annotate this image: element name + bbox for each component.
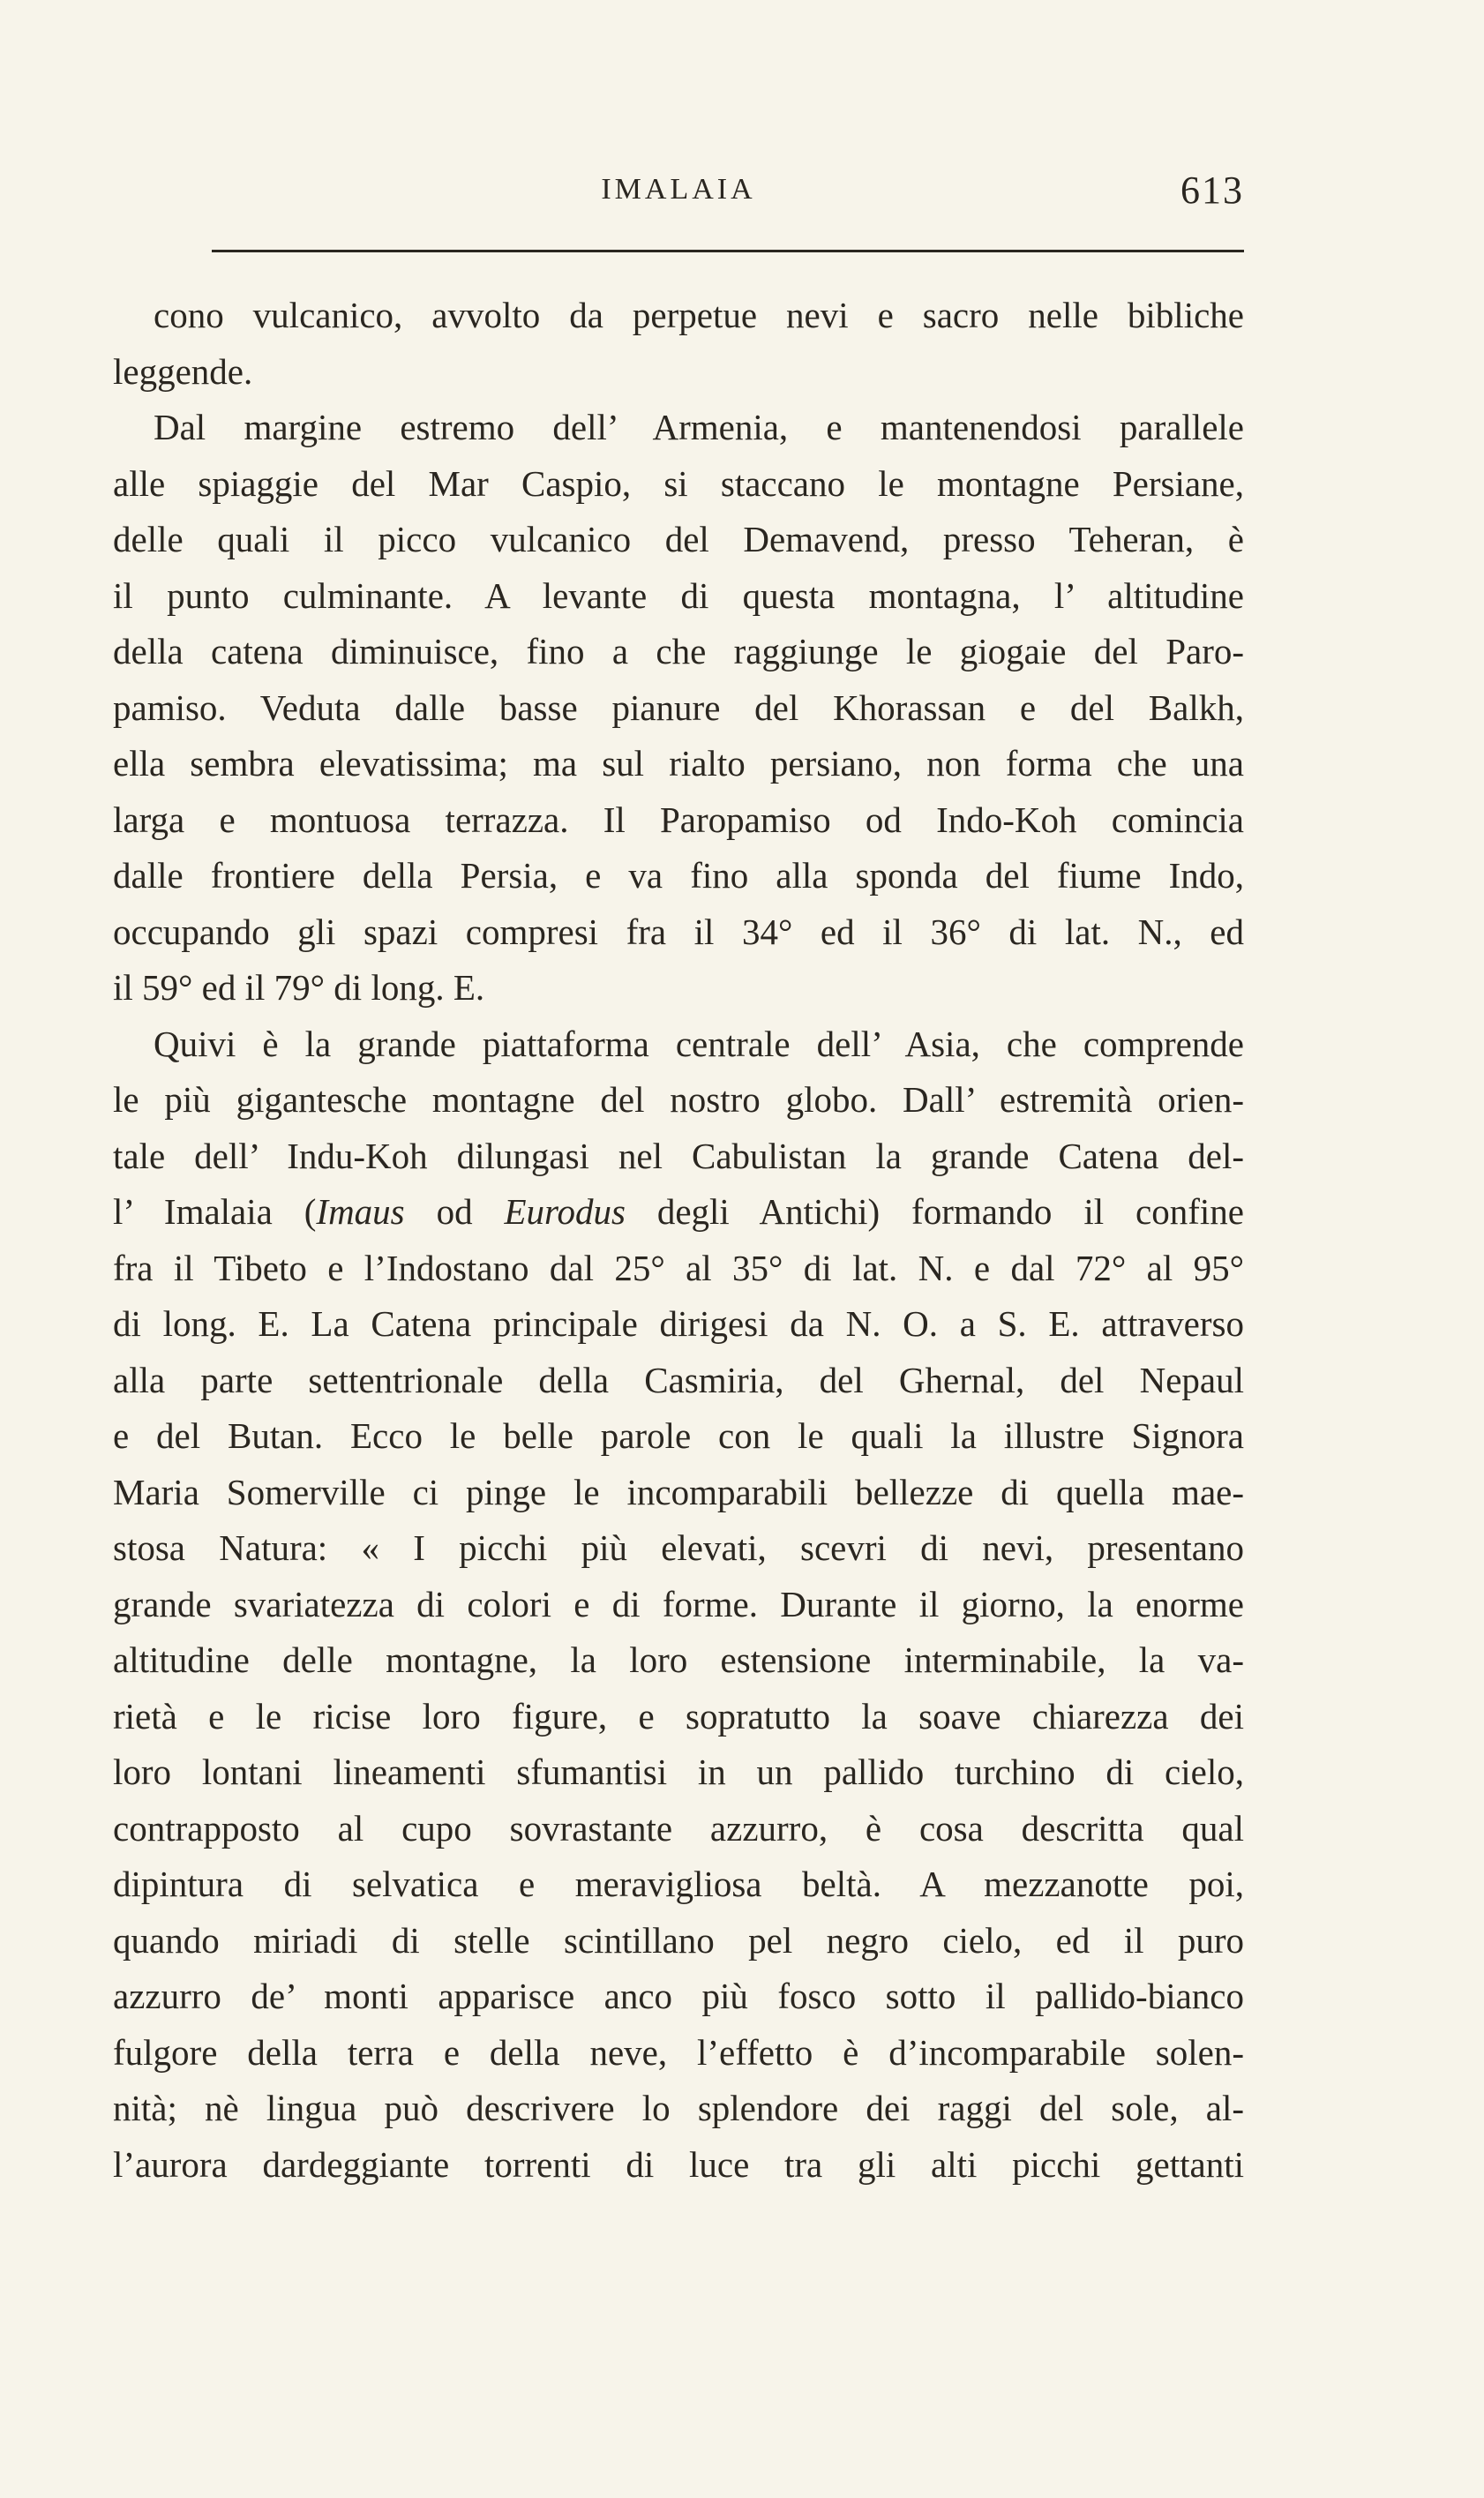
italic-term: Imaus: [316, 1191, 405, 1232]
text-line: altitudine delle montagne, la loro estensione interminabile, la va-: [113, 1639, 1244, 1680]
header-rule: [212, 250, 1244, 252]
paragraph-first-line: Quivi è la grande piattaforma centrale dell’ Asia, che comprende: [154, 1023, 1244, 1064]
body-text: [113, 288, 1244, 2193]
italic-term: Eurodus: [504, 1191, 626, 1232]
page-number: 613: [1180, 169, 1244, 212]
text-line: grande svariatezza di colori e di forme. Durante il giorno, la enorme: [113, 1583, 1244, 1624]
text-run: od: [404, 1191, 505, 1232]
text-line: Maria Somerville ci pinge le incomparabili bellezze di quella mae-: [113, 1471, 1244, 1512]
text-line: quando miriadi di stelle scintillano pel negro cielo, ed il puro: [113, 1919, 1244, 1961]
text-run: degli Antichi) formando il confine: [625, 1191, 1244, 1232]
text-line: pamiso. Veduta dalle basse pianure del Khorassan e del Balkh,: [113, 686, 1244, 728]
text-line: leggende.: [113, 350, 253, 392]
text-line: di long. E. La Catena principale dirigesi da N. O. a S. E. attraverso: [113, 1303, 1244, 1344]
running-head: [113, 169, 1244, 217]
text-line: fulgore della terra e della neve, l’effetto è d’incomparabile solen-: [113, 2031, 1244, 2073]
text-line: ella sembra elevatissima; ma sul rialto persiano, non forma che una: [113, 743, 1244, 784]
text-line: le più gigantesche montagne del nostro globo. Dall’ estremità orien-: [113, 1079, 1244, 1120]
text-line: il punto culminante. A levante di questa montagna, l’ altitudine: [113, 574, 1244, 616]
text-line: il 59° ed il 79° di long. E.: [113, 967, 485, 1008]
running-head-title: IMALAIA: [601, 173, 756, 206]
paragraph-first-line: Dal margine estremo dell’ Armenia, e mantenendosi parallele: [154, 407, 1244, 447]
text-line: rietà e le ricise loro figure, e sopratutto la soave chiarezza dei: [113, 1695, 1244, 1737]
text-line: dalle frontiere della Persia, e va fino alla sponda del fiume Indo,: [113, 855, 1244, 896]
text-line: larga e montuosa terrazza. Il Paropamiso od Indo-Koh comincia: [113, 799, 1244, 840]
text-line: e del Butan. Ecco le belle parole con le quali la illustre Signora: [113, 1415, 1244, 1456]
text-line: contrapposto al cupo sovrastante azzurro, è cosa descritta qual: [113, 1807, 1244, 1849]
paragraph-first-line: cono vulcanico, avvolto da perpetue nevi e sacro nelle bibliche: [154, 295, 1244, 335]
text-line: l’aurora dardeggiante torrenti di luce tra gli alti picchi gettanti: [113, 2143, 1244, 2185]
text-line: dipintura di selvatica e meravigliosa beltà. A mezzanotte poi,: [113, 1864, 1244, 1904]
text-line: alla parte settentrionale della Casmiria, del Ghernal, del Nepaul: [113, 1359, 1244, 1400]
text-line: della catena diminuisce, fino a che raggiunge le giogaie del Paro-: [113, 631, 1244, 671]
text-line: occupando gli spazi compresi fra il 34° ed il 36° di lat. N., ed: [113, 911, 1244, 952]
text-line: loro lontani lineamenti sfumantisi in un pallido turchino di cielo,: [113, 1752, 1244, 1792]
text-line: alle spiaggie del Mar Caspio, si staccano le montagne Persiane,: [113, 462, 1244, 504]
text-line: azzurro de’ monti apparisce anco più fosco sotto il pallido-bianco: [113, 1976, 1244, 2016]
text-run: l’ Imalaia (: [113, 1191, 317, 1232]
text-line: stosa Natura: « I picchi più elevati, scevri di nevi, presentano: [113, 1527, 1244, 1568]
text-line: fra il Tibeto e l’Indostano dal 25° al 35° di lat. N. e dal 72° al 95°: [113, 1247, 1244, 1288]
text-line: [113, 1184, 1244, 1241]
text-line: delle quali il picco vulcanico del Demavend, presso Teheran, è: [113, 519, 1244, 559]
text-line: nità; nè lingua può descrivere lo splendore dei raggi del sole, al-: [113, 2088, 1244, 2128]
text-line: tale dell’ Indu-Koh dilungasi nel Cabulistan la grande Catena del-: [113, 1135, 1244, 1176]
